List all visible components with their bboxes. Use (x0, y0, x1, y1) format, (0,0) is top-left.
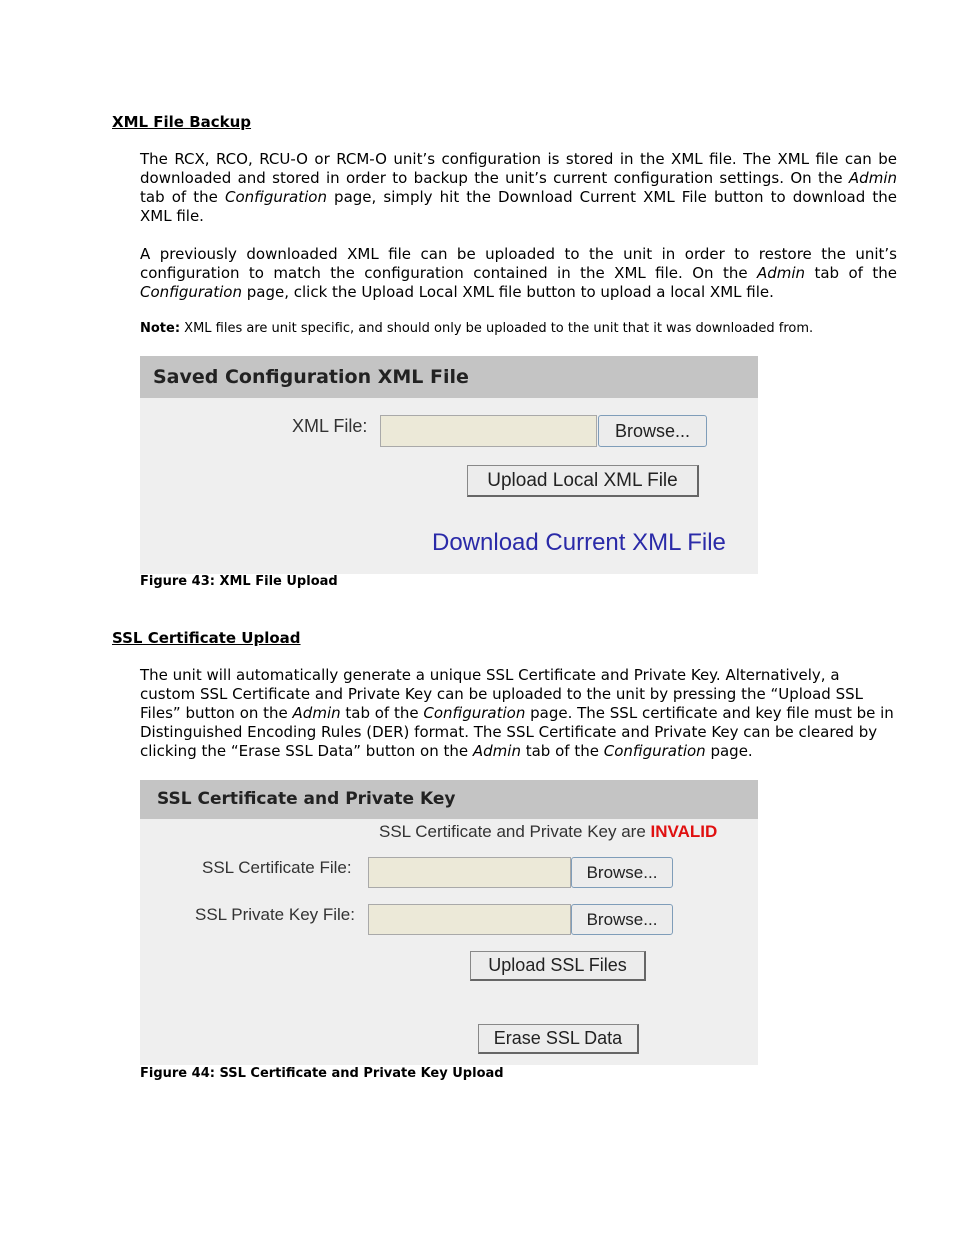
ssl-cert-label: SSL Certificate File: (202, 858, 352, 877)
ssl-status-text (379, 822, 717, 842)
xml-browse-button[interactable]: Browse... (598, 415, 707, 447)
ssl-key-label: SSL Private Key File: (195, 905, 355, 924)
xml-config-panel (140, 356, 758, 574)
ssl-key-browse-button[interactable]: Browse... (571, 904, 673, 935)
ssl-cert-browse-button[interactable]: Browse... (571, 857, 673, 888)
xml-file-label: XML File: (292, 416, 368, 436)
text-run: A previously downloaded XML file can be uploaded to the unit in order to restore the unit’s configuration to match the configuration contained in the XML file. On the (140, 245, 897, 282)
xml-paragraph-1 (140, 150, 897, 226)
panel-header: SSL Certificate and Private Key (140, 780, 758, 819)
text-run: tab of the (140, 188, 225, 206)
figure-44-caption: Figure 44: SSL Certificate and Private Key Upload (140, 1066, 504, 1081)
text-run: tab of the (520, 742, 604, 760)
xml-paragraph-2 (140, 245, 897, 302)
text-run: page, simply hit the Download Current XML File button to download the XML file. (140, 188, 897, 225)
text-run: Configuration (423, 704, 526, 722)
text-run: tab of the (805, 264, 897, 282)
upload-local-xml-button[interactable]: Upload Local XML File (467, 465, 699, 497)
ssl-key-input[interactable] (368, 904, 571, 935)
note-label: Note: (140, 321, 181, 336)
xml-section-heading: XML File Backup (112, 113, 252, 131)
ssl-cert-input[interactable] (368, 857, 571, 888)
text-run: The unit will automatically generate a unique SSL Certificate and Private Key. Alternatively, a custom SSL Certificate and Private Key can be uploaded to the unit by pressing the “Upload SSL Files” button on the (140, 666, 863, 722)
xml-file-input[interactable] (380, 415, 597, 447)
figure-43-caption: Figure 43: XML File Upload (140, 574, 338, 589)
ssl-paragraph (140, 666, 897, 761)
xml-note (140, 320, 813, 337)
text-run: Admin (472, 742, 521, 760)
status-badge: INVALID (650, 822, 718, 841)
text-run: page. The SSL certificate and key file must be in Distinguished Encoding Rules (DER) format. The SSL Certificate and Private Key can be cleared by clicking the “Erase SSL Data” button on the (140, 704, 894, 760)
ssl-section-heading: SSL Certificate Upload (112, 629, 301, 647)
text-run: page, click the Upload Local XML file button to upload a local XML file. (241, 283, 774, 301)
note-text: XML files are unit specific, and should only be uploaded to the unit that it was downloaded from. (180, 321, 814, 336)
text-run: page. (705, 742, 753, 760)
text-run: Admin (292, 704, 341, 722)
text-run: The RCX, RCO, RCU-O or RCM-O unit’s configuration is stored in the XML file. The XML file can be downloaded and stored in order to backup the unit’s current configuration settings. On the (140, 150, 897, 187)
ssl-config-panel (140, 780, 758, 1065)
text-run: tab of the (340, 704, 424, 722)
upload-ssl-files-button[interactable]: Upload SSL Files (470, 951, 646, 981)
download-xml-link[interactable]: Download Current XML File (432, 529, 726, 556)
text-run: Admin (756, 264, 806, 282)
erase-ssl-data-button[interactable]: Erase SSL Data (478, 1024, 639, 1054)
text-run: Configuration (224, 188, 327, 206)
text-run: Admin (848, 169, 897, 187)
text-run: Configuration (603, 742, 706, 760)
panel-header: Saved Configuration XML File (140, 356, 758, 398)
status-prefix: SSL Certificate and Private Key are (379, 822, 651, 841)
text-run: Configuration (140, 283, 242, 301)
